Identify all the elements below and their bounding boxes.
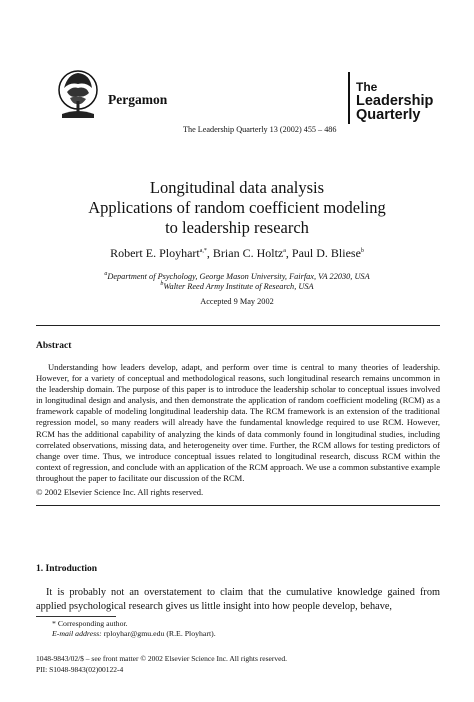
article-title-line: Applications of random coefficient modeling (88, 198, 386, 217)
pii-line: PII: S1048-9843(02)00122-4 (36, 665, 124, 674)
author-name: Robert E. Ployhart (110, 246, 200, 260)
publisher-logo-tree-icon (56, 68, 100, 120)
affiliation-mark: a (104, 271, 108, 278)
front-matter-line: 1048-9843/02/$ – see front matter © 2002 Elsevier Science Inc. All rights reserved. (36, 654, 288, 663)
author-list: Robert E. Ployhart$^{a,*}$, Brian C. Holtz$^a$, Paul D. Bliese$^b$ (110, 246, 364, 260)
author-affiliation-mark: a (283, 248, 286, 254)
article-title-line: to leadership research (165, 218, 309, 237)
abstract-body (36, 362, 440, 484)
introduction-body (36, 586, 440, 613)
author-name: Paul D. Bliese (291, 246, 361, 260)
publisher-name: Pergamon (108, 92, 168, 107)
affiliation (0, 282, 474, 291)
footnote-email (52, 629, 216, 638)
journal-brand (356, 80, 433, 122)
journal-citation: The Leadership Quarterly 13 (2002) 455 – 486 (183, 125, 337, 134)
article-title (0, 178, 474, 238)
journal-brand-the: The (356, 80, 378, 94)
article-title-line: Longitudinal data analysis (149, 178, 325, 197)
author-affiliation-mark: b (360, 248, 364, 254)
abstract-heading: Abstract (36, 341, 72, 351)
affiliation-text: Department of Psychology, George Mason University, Fairfax, VA 22030, USA (107, 272, 370, 281)
abstract-bottom-rule (36, 505, 440, 506)
author-affiliation-mark: a,* (199, 248, 207, 254)
journal-brand-line2: Quarterly (356, 107, 421, 123)
author-name: Brian C. Holtz (212, 246, 284, 260)
email-value: rployhar@gmu.edu (R.E. Ployhart). (103, 629, 216, 638)
email-label: E-mail address: (52, 629, 102, 638)
abstract-top-rule (36, 325, 440, 326)
journal-brand-line1: Leadership (356, 93, 434, 109)
accepted-date: Accepted 9 May 2002 (200, 297, 274, 306)
abstract-copyright: © 2002 Elsevier Science Inc. All rights reserved. (36, 487, 204, 497)
affiliation-text: Walter Reed Army Institute of Research, USA (163, 282, 314, 291)
footnote-corresponding-author: * Corresponding author. (52, 619, 128, 628)
affiliation-mark: b (160, 281, 164, 288)
footnote-rule (36, 616, 116, 617)
affiliation (0, 272, 474, 281)
journal-brand-rule (348, 72, 350, 124)
abstract-text: Understanding how leaders develop, adapt, and perform over time is central to many theories of leadership. However, for a variety of conceptual and methodological reasons, such longitudinal research remains uncommon in the leadership domain. The purpose of this paper is to introduce the leadership scholar to conceptual issues involved in longitudinal design and analysis, and then demonstrate the application of random coefficient modeling (RCM) as a framework capable of modeling longitudinal leadership data. The RCM framework is an extension of the traditional regression model, so many readers will already have the fundamental knowledge required to use RCM. However, RCM has the additional capability of analyzing the kinds of data commonly found in longitudinal studies, including correlated observations, missing data, and heterogeneity over time. Further, the RCM allows for testing predictors of change over time. Thus, we introduce conceptual issues related to longitudinal research, discuss RCM within the context of regression, and conclude with an application of the RCM approach. We use a common substantive example throughout the paper to facilitate our discussion of the RCM. (36, 362, 440, 483)
introduction-text: It is probably not an overstatement to claim that the cumulative knowledge gained from applied psychological research gives us little insight into how people develop, behave, (36, 587, 440, 612)
section-heading-introduction: 1. Introduction (36, 564, 98, 574)
